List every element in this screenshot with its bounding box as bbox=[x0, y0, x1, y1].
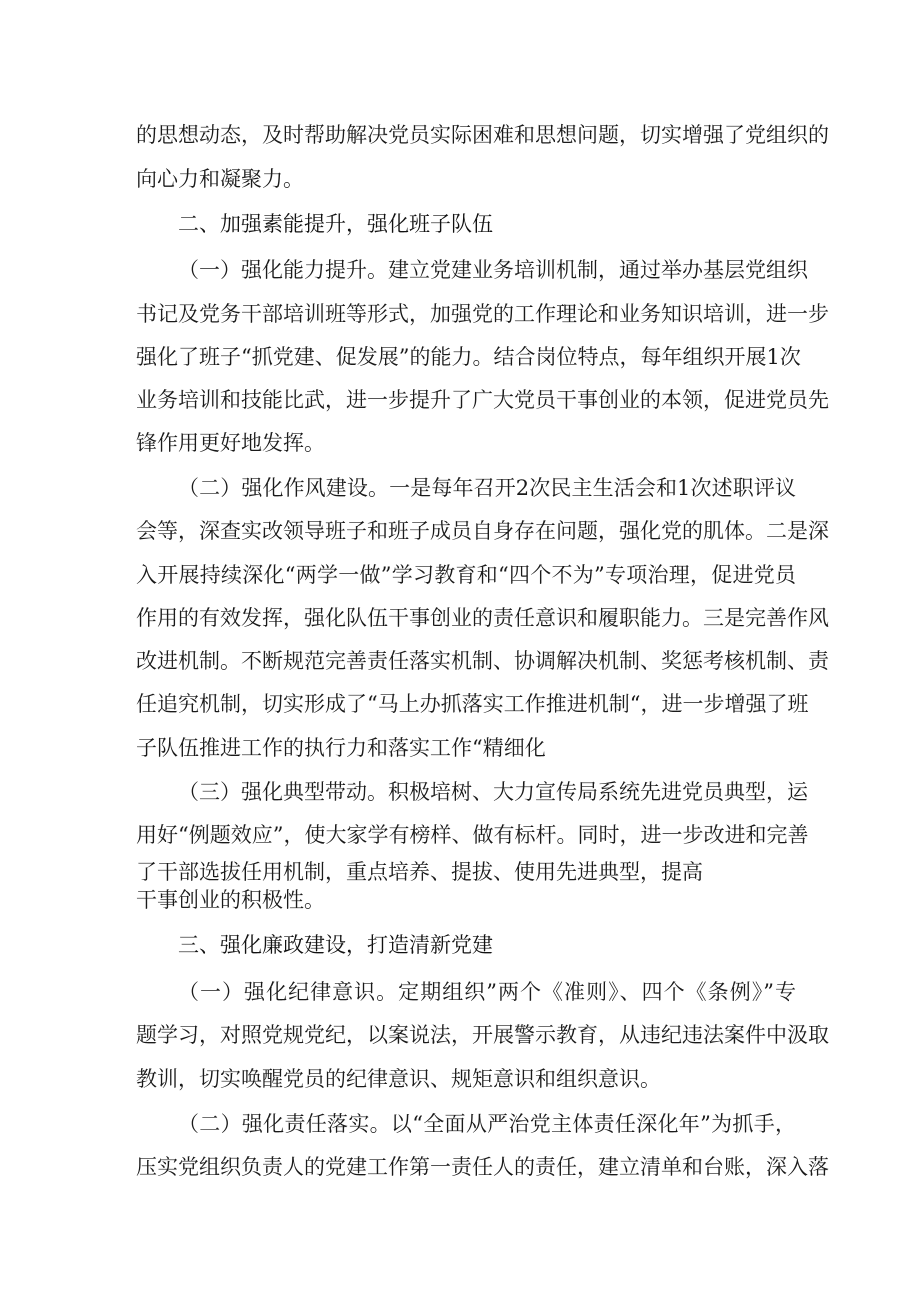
paragraph-line: 教训，切实唤醒党员的纪律意识、规矩意识和组织意识。 bbox=[136, 1067, 661, 1091]
section-heading-3: 三、强化廉政建设，打造清新党建 bbox=[178, 933, 493, 957]
paragraph-line: 子队伍推进工作的执行力和落实工作“精细化 bbox=[136, 736, 546, 760]
paragraph-line: 干事创业的积极性。 bbox=[136, 888, 325, 912]
paragraph-line: 题学习，对照党规党纪，以案说法，开展警示教育，从违纪违法案件中汲取 bbox=[136, 1023, 829, 1047]
paragraph-line: 会等，深查实改领导班子和班子成员自身存在问题，强化党的肌体。二是深 bbox=[136, 519, 829, 543]
paragraph-line: 业务培训和技能比武，进一步提升了广大党员干事创业的本领，促进党员先 bbox=[136, 388, 829, 412]
paragraph-line: （二）强化责任落实。以“全面从严治党主体责任深化年”为抓手， bbox=[178, 1112, 796, 1136]
paragraph-line: （二）强化作风建设。一是每年召开2次民主生活会和1次述职评议 bbox=[178, 476, 796, 500]
paragraph-line: 强化了班子“抓党建、促发展”的能力。结合岗位特点，每年组织开展1次 bbox=[136, 345, 801, 369]
paragraph-line: 锋作用更好地发挥。 bbox=[136, 431, 325, 455]
paragraph-line: （一）强化能力提升。建立党建业务培训机制，通过举办基层党组织 bbox=[178, 258, 808, 282]
paragraph-line: 任追究机制，切实形成了“马上办抓落实工作推进机制“，进一步增强了班 bbox=[136, 692, 809, 716]
paragraph-line: 压实党组织负责人的党建工作第一责任人的责任，建立清单和台账，深入落 bbox=[136, 1155, 829, 1179]
paragraph-line: 了干部选拔任用机制，重点培养、提拔、使用先进典型，提高 bbox=[136, 860, 703, 884]
paragraph-line: 作用的有效发挥，强化队伍干事创业的责任意识和履职能力。三是完善作风 bbox=[136, 606, 829, 630]
paragraph-line: 用好“例题效应”，使大家学有榜样、做有标杆。同时，进一步改进和完善 bbox=[136, 823, 809, 847]
paragraph-line: （一）强化纪律意识。定期组织”两个《准则》、四个《条例》”专 bbox=[178, 980, 796, 1004]
paragraph-line: 书记及党务干部培训班等形式，加强党的工作理论和业务知识培训，进一步 bbox=[136, 302, 829, 326]
paragraph-line: 入开展持续深化“两学一做”学习教育和“四个不为”专项治理，促进党员 bbox=[136, 563, 796, 587]
section-heading-2: 二、加强素能提升，强化班子队伍 bbox=[178, 212, 493, 236]
paragraph-line: 的思想动态，及时帮助解决党员实际困难和思想问题，切实增强了党组织的 bbox=[136, 123, 829, 147]
paragraph-line: 改进机制。不断规范完善责任落实机制、协调解决机制、奖惩考核机制、责 bbox=[136, 649, 829, 673]
paragraph-line: （三）强化典型带动。积极培树、大力宣传局系统先进党员典型，运 bbox=[178, 780, 808, 804]
paragraph-line: 向心力和凝聚力。 bbox=[136, 167, 304, 191]
